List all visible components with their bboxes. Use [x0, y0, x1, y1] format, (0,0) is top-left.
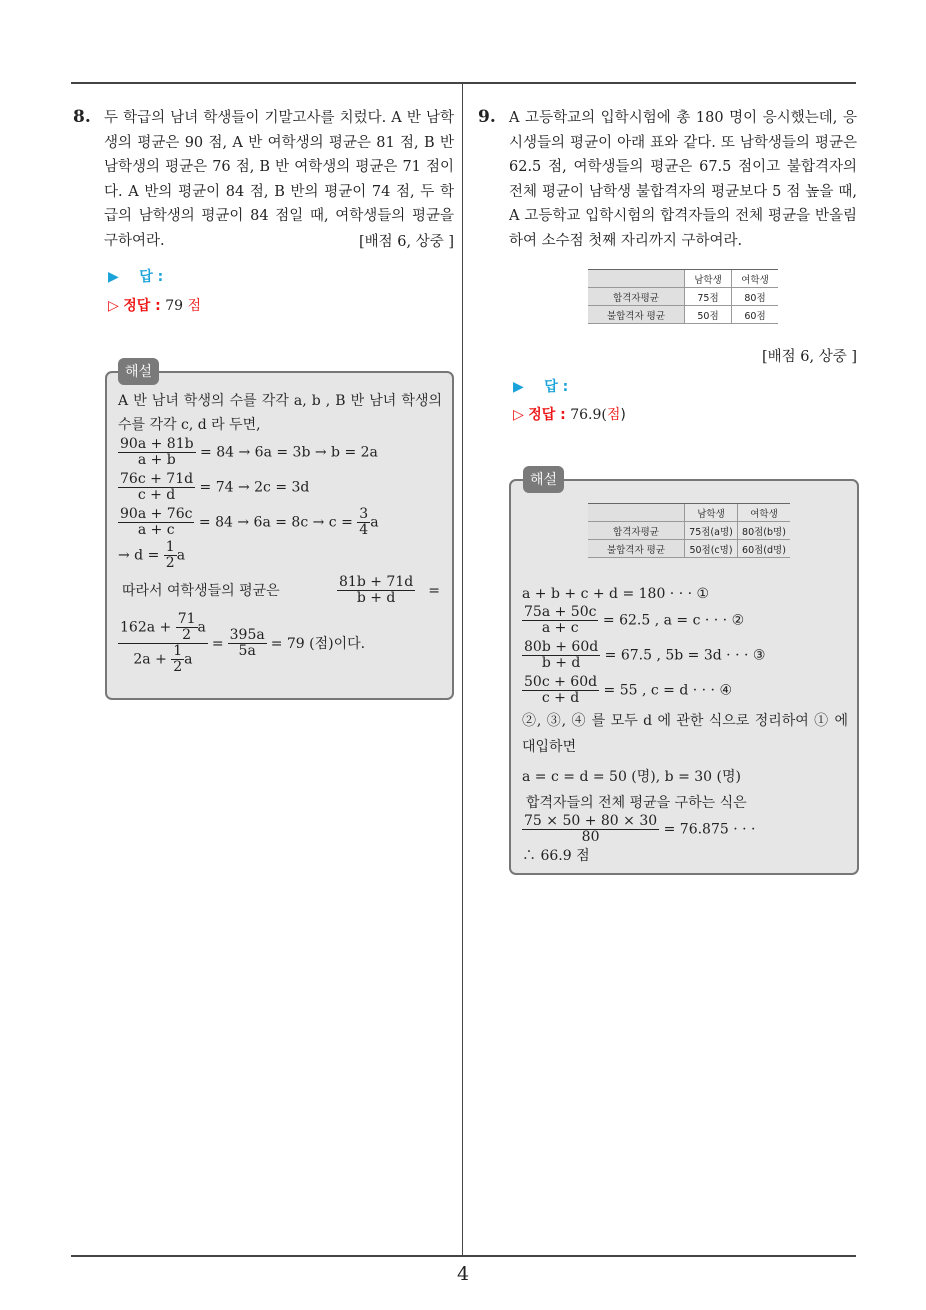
page-number: 4 [456, 1263, 470, 1285]
solution-9-e5: $\frac{75 \times 50 + 80 \times 30}{80}$ = 76.875 · · · [524, 813, 756, 845]
solution-9-t3: 합격자들의 전체 평균을 구하는 식은 [526, 795, 747, 811]
answer-label: 답 : [544, 379, 569, 395]
outline-triangle-icon: ▷ [108, 298, 119, 314]
solution-9-tag: 해설 [523, 466, 564, 493]
outline-triangle-icon: ▷ [513, 407, 524, 423]
solution-8-tag: 해설 [118, 358, 159, 385]
column-divider [462, 84, 463, 1256]
question-9-score: [배점 6, 상중 ] [761, 349, 857, 365]
solution-9-table-wrap [588, 503, 790, 558]
answer-label: 답 : [139, 269, 164, 285]
solution-9-content [522, 583, 848, 867]
correct-value: 79 [165, 298, 184, 314]
triangle-icon: ▶ [513, 379, 524, 395]
solution-9-e2: $\frac{75a + 50c}{a + c}$ = 62.5 , a = c · · · ② [524, 604, 745, 636]
triangle-icon: ▶ [108, 269, 119, 285]
solution-8-eq4: → d = $\frac{1}{2}$ a [118, 539, 186, 571]
solution-9-t4: ∴ 66.9 점 [522, 848, 590, 864]
question-8-text: 두 학급의 남녀 학생들이 기말고사를 치렀다. A 반 남학생의 평균은 90 점, A 반 여학생의 평균은 81 점, B 반 남학생의 평균은 76 점, B 반 여학생의 평균은 71 점이다. A 반의 평균이 84 점, B 반의 평균이 74 점, 두 학급의 남학생의 평균이 84 점일 때, 여학생들의 평균을 구하여라. [104, 110, 454, 249]
question-9-table-wrap [588, 269, 778, 324]
solution-9-e4: $\frac{50c + 60d}{c + d}$ = 55 , c = d · · · ④ [524, 674, 732, 706]
solution-9-t2: a = c = d = 50 (명), b = 30 (명) [522, 769, 741, 785]
correct-value: 76.9( [570, 407, 607, 423]
solution-8-eq3: $\frac{90a + 76c}{a + c}$ = 84 → 6a = 8c → c = $\frac{3}{4}$ a [120, 506, 379, 538]
correct-unit: 점 [187, 298, 202, 314]
question-9-table: 남학생 여학생 합격자평균 75점 80점 불합격자 평균 50점 60점 [588, 269, 778, 324]
bottom-rule [71, 1255, 856, 1257]
question-8-answer[interactable] [108, 266, 163, 286]
solution-8-final: 162a + $\frac{71}{2}$ a 2a + $\frac{1}{2}$ a = $\frac{395a}{5a}$ = 79 (점)이다. [120, 611, 366, 675]
solution-8-eq2: $\frac{76c + 71d}{c + d}$ = 74 → 2c = 3d [120, 471, 310, 503]
solution-8-intro: A 반 남녀 학생의 수를 각각 a, b , B 반 남녀 학생의 수를 각각 c, d 라 두면, [118, 393, 442, 433]
solution-9-e3: $\frac{80b + 60d}{b + d}$ = 67.5 , 5b = 3d · · · ③ [524, 639, 766, 671]
correct-unit: 점 [606, 407, 621, 423]
correct-label: 정답 : [528, 407, 566, 423]
top-rule [71, 82, 856, 84]
solution-8-eq1: $\frac{90a + 81b}{a + b}$ = 84 → 6a = 3b → b = 2a [120, 436, 378, 468]
question-8-number: 8. [73, 107, 91, 127]
correct-label: 정답 : [123, 298, 161, 314]
question-8-correct [108, 295, 201, 315]
question-9-correct: ▷ 정답 : 76.9(점) [513, 407, 626, 423]
question-9-answer[interactable] [513, 376, 568, 396]
solution-8-content [118, 389, 442, 675]
solution-8-conclusion: 따라서 여학생들의 평균은 $\frac{81b + 71d}{b + d}$ = [122, 574, 440, 606]
question-9 [509, 106, 857, 254]
question-8-score: [배점 6, 상중 ] [358, 233, 454, 250]
question-8 [104, 106, 454, 251]
solution-9-t1: ②, ③, ④ 를 모두 d 에 관한 식으로 정리하여 ① 에 대입하면 [522, 713, 848, 755]
question-9-text: A 고등학교의 입학시험에 총 180 명이 응시했는데, 응시생들의 평균이 아래 표와 같다. 또 남학생들의 평균은 62.5 점, 여학생들의 평균은 67.5 점이고 불합격자의 전체 평균이 남학생 불합격자의 평균보다 5 점 높을 때, A 고등학교 입학시험의 합격자들의 전체 평균을 반올림하여 소수점 첫째 자리까지 구하여라. [509, 110, 857, 249]
solution-9-e1: a + b + c + d = 180 · · · ① [522, 586, 710, 602]
question-9-number: 9. [478, 107, 496, 127]
solution-9-table: 남학생 여학생 합격자평균 75점(a명) 80점(b명) 불합격자 평균 50점(c명) 60점(d명) [588, 503, 790, 558]
